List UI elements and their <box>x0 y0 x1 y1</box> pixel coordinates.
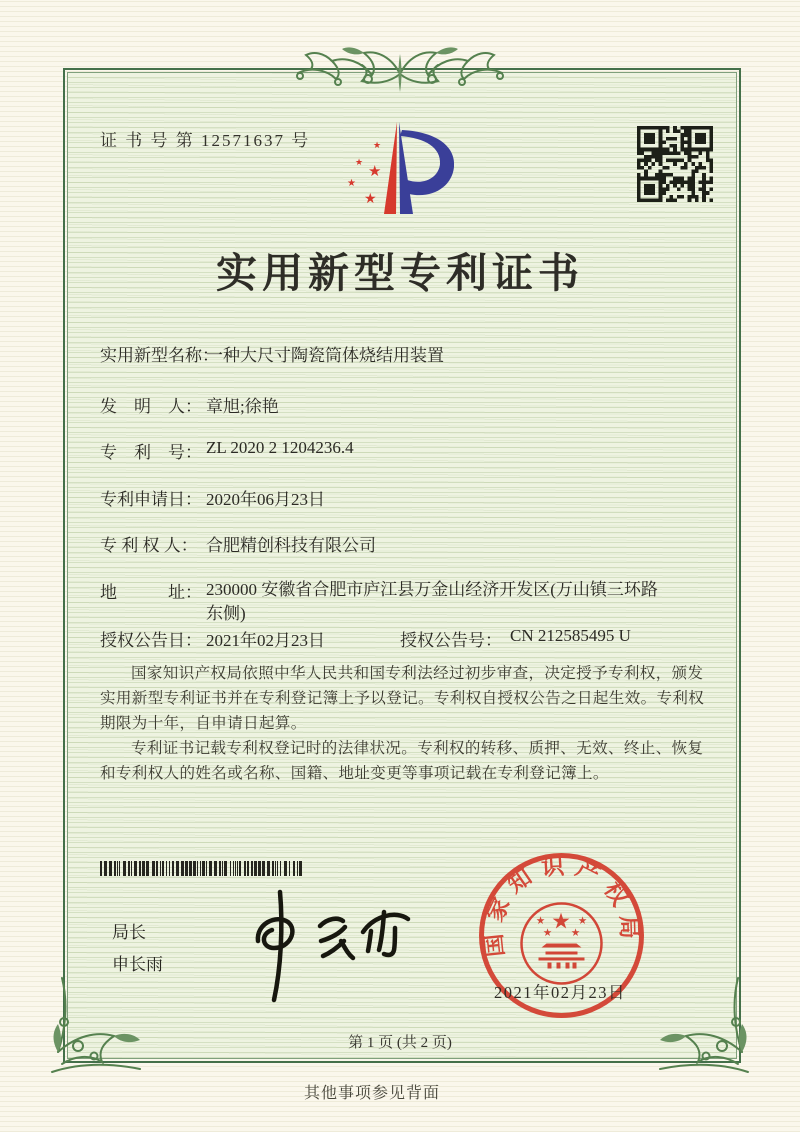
address-label: 地 址： <box>100 583 202 602</box>
field-row-inventor <box>100 392 279 417</box>
officer-title: 局长 <box>112 923 146 942</box>
filing-date-label: 专利申请日： <box>100 490 202 509</box>
emblem-star-icon: ★ <box>536 915 545 926</box>
logo-star-icon: ★ <box>373 140 382 150</box>
inventor-value: 章旭;徐艳 <box>206 397 279 416</box>
name-value: 一种大尺寸陶瓷筒体烧结用装置 <box>206 346 444 365</box>
logo-star-icon: ★ <box>368 164 382 180</box>
patent-no-label: 专 利 号： <box>100 443 202 462</box>
emblem-star-icon: ★ <box>543 927 552 938</box>
logo-star-icon: ★ <box>347 178 356 189</box>
field-row-patent-no <box>100 438 354 463</box>
legal-paragraph-2: 专利证书记载专利权登记时的法律状况。专利权的转移、质押、无效、终止、恢复和专利权人的姓名或名称、国籍、地址变更等事项记载在专利登记簿上。 <box>100 740 704 782</box>
svg-text:国家知识产权局 <box>480 853 642 958</box>
address-value: 230000 安徽省合肥市庐江县万金山经济开发区(万山镇三环路东侧) <box>206 580 658 623</box>
field-row-name <box>100 341 444 366</box>
cnipa-logo <box>346 118 464 218</box>
certificate-title: 实用新型专利证书 <box>216 250 584 296</box>
patentee-label: 专 利 权 人： <box>100 536 198 555</box>
bottom-right-flourish-ornament <box>650 976 750 1076</box>
filing-date-value: 2020年06月23日 <box>206 490 325 509</box>
qr-code <box>637 126 713 202</box>
bottom-left-flourish-ornament <box>50 976 150 1076</box>
grant-no-value: CN 212585495 U <box>510 626 631 645</box>
inventor-label: 发 明 人： <box>100 397 202 416</box>
seal-text: 国家知识产权局 <box>480 853 642 958</box>
emblem-star-icon: ★ <box>578 915 587 926</box>
top-flourish-ornament <box>272 38 528 100</box>
field-row-address <box>100 578 658 623</box>
field-row-patentee <box>100 531 376 556</box>
back-side-note: 其他事项参见背面 <box>303 1085 440 1102</box>
name-label: 实用新型名称： <box>100 346 219 365</box>
emblem-star-icon: ★ <box>552 911 570 933</box>
page-number: 第 1 页 (共 2 页) <box>348 1035 452 1051</box>
patent-no-value: ZL 2020 2 1204236.4 <box>206 438 354 457</box>
field-row-grant <box>100 626 631 651</box>
logo-star-icon: ★ <box>355 157 364 167</box>
grant-date-label: 授权公告日： <box>100 631 202 650</box>
emblem-star-icon: ★ <box>571 927 580 938</box>
seal-date: 2021年02月23日 <box>494 983 626 1002</box>
barcode <box>100 861 306 876</box>
logo-star-icon: ★ <box>364 192 377 207</box>
grant-no-label: 授权公告号： <box>400 631 502 650</box>
field-row-filing-date <box>100 485 325 510</box>
signature-shen-changyu <box>228 886 413 1004</box>
grant-date-value: 2021年02月23日 <box>206 631 325 650</box>
legal-paragraph-1: 国家知识产权局依照中华人民共和国专利法经过初步审查，决定授予专利权，颁发实用新型专利证书并在专利登记簿上予以登记。专利权自授权公告之日起生效。专利权期限为十年，自申请日起算。 <box>100 665 705 732</box>
certificate-number: 证 书 号 第 12571637 号 <box>100 131 311 150</box>
officer-name: 申长雨 <box>112 955 163 974</box>
patentee-value: 合肥精创科技有限公司 <box>206 536 376 555</box>
national-emblem-icon <box>522 904 602 984</box>
